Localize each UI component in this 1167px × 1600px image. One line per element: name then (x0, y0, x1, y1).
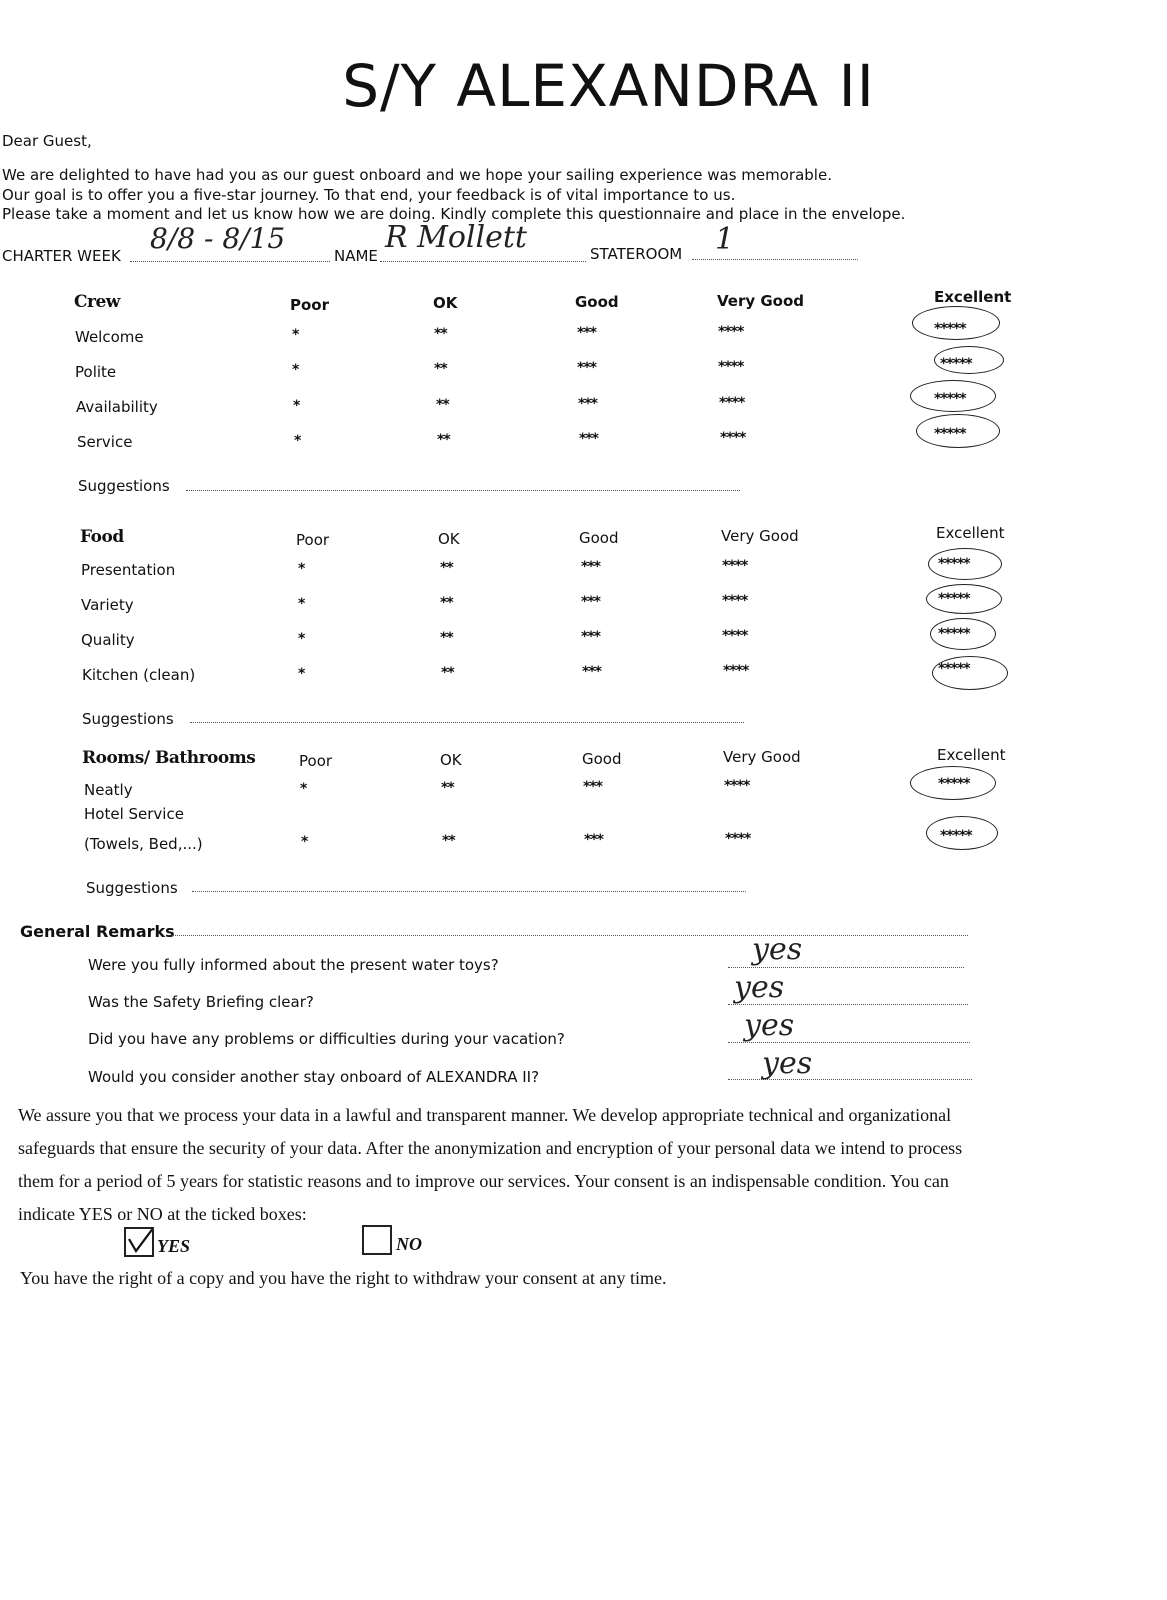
rating-very-good[interactable]: **** (723, 663, 749, 679)
privacy-line-4: indicate YES or NO at the ticked boxes: (18, 1204, 307, 1224)
intro-line-2: Our goal is to offer you a five-star journey. To that end, your feedback is of vital importance to us. (2, 186, 736, 204)
col-very-good: Very Good (723, 748, 801, 766)
rating-very-good[interactable]: **** (720, 430, 746, 446)
row-presentation: Presentation (81, 561, 176, 579)
rating-poor[interactable]: * (292, 362, 299, 378)
col-very-good: Very Good (721, 527, 799, 545)
selection-circle (926, 584, 1002, 614)
rating-poor[interactable]: * (298, 596, 305, 612)
suggestions-label: Suggestions (82, 710, 174, 728)
rating-very-good[interactable]: **** (718, 359, 744, 375)
selection-circle (928, 548, 1002, 580)
rating-good[interactable]: *** (582, 664, 601, 680)
rating-very-good[interactable]: **** (718, 324, 744, 340)
question-safety-briefing: Was the Safety Briefing clear? (88, 993, 314, 1011)
name-label: NAME (334, 247, 378, 265)
row-quality: Quality (81, 631, 135, 649)
col-poor: Poor (299, 752, 333, 770)
col-excellent: Excellent (934, 288, 1012, 306)
charter-week-value[interactable]: 8/8 - 8/15 (150, 222, 286, 255)
answer-another-stay[interactable]: yes (762, 1046, 813, 1081)
rating-excellent[interactable]: ***** (938, 776, 970, 792)
rating-good[interactable]: *** (577, 325, 596, 341)
selection-circle (910, 766, 996, 800)
suggestions-field[interactable] (186, 490, 740, 491)
general-remarks-label: General Remarks (20, 922, 175, 941)
selection-circle (930, 618, 996, 650)
rating-excellent[interactable]: ***** (940, 828, 972, 844)
row-variety: Variety (81, 596, 134, 614)
rating-poor[interactable]: * (292, 327, 299, 343)
rating-poor[interactable]: * (298, 561, 305, 577)
rating-very-good[interactable]: **** (722, 593, 748, 609)
row-neatly: Neatly (84, 781, 133, 799)
question-water-toys: Were you fully informed about the present water toys? (88, 956, 499, 974)
rating-good[interactable]: *** (579, 431, 598, 447)
stateroom-label: STATEROOM (590, 245, 683, 263)
question-another-stay: Would you consider another stay onboard of ALEXANDRA II? (88, 1068, 540, 1086)
selection-circle (932, 656, 1008, 690)
rating-ok[interactable]: ** (441, 780, 454, 796)
rating-ok[interactable]: ** (440, 630, 453, 646)
col-good: Good (582, 750, 622, 768)
rating-very-good[interactable]: **** (724, 778, 750, 794)
col-good: Good (575, 293, 619, 311)
rating-very-good[interactable]: **** (722, 558, 748, 574)
row-kitchen-clean: Kitchen (clean) (82, 666, 196, 684)
checkmark-icon (126, 1229, 152, 1255)
privacy-line-3: them for a period of 5 years for statistic reasons and to improve our services. Your consent is an indispensable condition. You can (18, 1171, 949, 1191)
rating-good[interactable]: *** (581, 594, 600, 610)
selection-circle (910, 380, 996, 412)
answer-problems[interactable]: yes (744, 1008, 795, 1043)
rating-poor[interactable]: * (301, 834, 308, 850)
rating-good[interactable]: *** (577, 360, 596, 376)
col-good: Good (579, 529, 619, 547)
stateroom-value[interactable]: 1 (715, 222, 735, 257)
selection-circle (926, 816, 998, 850)
col-very-good: Very Good (717, 292, 805, 310)
row-welcome: Welcome (75, 328, 144, 346)
col-ok: OK (438, 530, 460, 548)
consent-yes-checkbox[interactable] (124, 1227, 154, 1257)
row-polite: Polite (75, 363, 117, 381)
rating-excellent[interactable]: ***** (938, 661, 970, 677)
consent-no-label: NO (396, 1234, 422, 1254)
general-remarks-field[interactable] (172, 935, 968, 936)
suggestions-field[interactable] (190, 722, 744, 723)
rating-ok[interactable]: ** (434, 361, 447, 377)
row-towels-bed: (Towels, Bed,...) (84, 835, 203, 853)
rating-ok[interactable]: ** (434, 326, 447, 342)
consent-yes-label: YES (157, 1236, 191, 1256)
row-hotel-service: Hotel Service (84, 805, 184, 823)
rating-excellent[interactable]: ***** (934, 391, 966, 407)
row-service: Service (77, 433, 133, 451)
col-ok: OK (440, 751, 462, 769)
rating-excellent[interactable]: ***** (940, 356, 972, 372)
rating-ok[interactable]: ** (440, 560, 453, 576)
rating-excellent[interactable]: ***** (938, 556, 970, 572)
rating-good[interactable]: *** (581, 629, 600, 645)
answer-safety-briefing[interactable]: yes (734, 970, 785, 1005)
name-value[interactable]: R Mollett (385, 220, 527, 255)
rating-very-good[interactable]: **** (722, 628, 748, 644)
rating-poor[interactable]: * (298, 666, 305, 682)
row-availability: Availability (76, 398, 158, 416)
suggestions-label: Suggestions (86, 879, 178, 897)
col-excellent: Excellent (936, 524, 1005, 542)
charter-week-label: CHARTER WEEK (2, 247, 121, 265)
rating-good[interactable]: *** (581, 559, 600, 575)
suggestions-label: Suggestions (78, 477, 170, 495)
selection-circle (912, 306, 1000, 340)
greeting: Dear Guest, (2, 132, 92, 150)
col-poor: Poor (290, 296, 330, 314)
section-title-rooms: Rooms/ Bathrooms (82, 748, 256, 768)
selection-circle (934, 346, 1004, 374)
rating-poor[interactable]: * (300, 781, 307, 797)
col-excellent: Excellent (937, 746, 1006, 764)
rating-excellent[interactable]: ***** (934, 321, 966, 337)
rating-poor[interactable]: * (293, 398, 300, 414)
rating-ok[interactable]: ** (437, 432, 450, 448)
section-title-crew: Crew (74, 292, 120, 312)
rating-good[interactable]: *** (583, 779, 602, 795)
col-ok: OK (433, 294, 458, 312)
rating-very-good[interactable]: **** (719, 395, 745, 411)
rating-good[interactable]: *** (578, 396, 597, 412)
document-title: S/Y ALEXANDRA II (342, 52, 875, 120)
rating-very-good[interactable]: **** (725, 831, 751, 847)
question-problems: Did you have any problems or difficulties during your vacation? (88, 1030, 565, 1048)
rating-poor[interactable]: * (294, 433, 301, 449)
rating-ok[interactable]: ** (436, 397, 449, 413)
section-title-food: Food (80, 527, 124, 547)
col-poor: Poor (296, 531, 330, 549)
rating-excellent[interactable]: ***** (938, 591, 970, 607)
rating-ok[interactable]: ** (441, 665, 454, 681)
rating-good[interactable]: *** (584, 832, 603, 848)
rating-ok[interactable]: ** (440, 595, 453, 611)
privacy-line-2: safeguards that ensure the security of your data. After the anonymization and encryption of your personal data we intend to process (18, 1138, 963, 1158)
selection-circle (916, 414, 1000, 448)
rating-excellent[interactable]: ***** (938, 626, 970, 642)
rating-excellent[interactable]: ***** (934, 426, 966, 442)
answer-water-toys[interactable]: yes (752, 932, 803, 967)
rating-poor[interactable]: * (298, 631, 305, 647)
consent-no-checkbox[interactable] (362, 1225, 392, 1255)
suggestions-field[interactable] (192, 891, 746, 892)
privacy-line-1: We assure you that we process your data in a lawful and transparent manner. We develop appropriate technical and organizational (18, 1105, 952, 1125)
rating-ok[interactable]: ** (442, 833, 455, 849)
intro-line-3: Please take a moment and let us know how we are doing. Kindly complete this questionnaire and place in the envelope. (2, 205, 906, 223)
privacy-footer: You have the right of a copy and you have the right to withdraw your consent at any time. (20, 1268, 667, 1288)
intro-line-1: We are delighted to have had you as our guest onboard and we hope your sailing experience was memorable. (2, 166, 832, 184)
